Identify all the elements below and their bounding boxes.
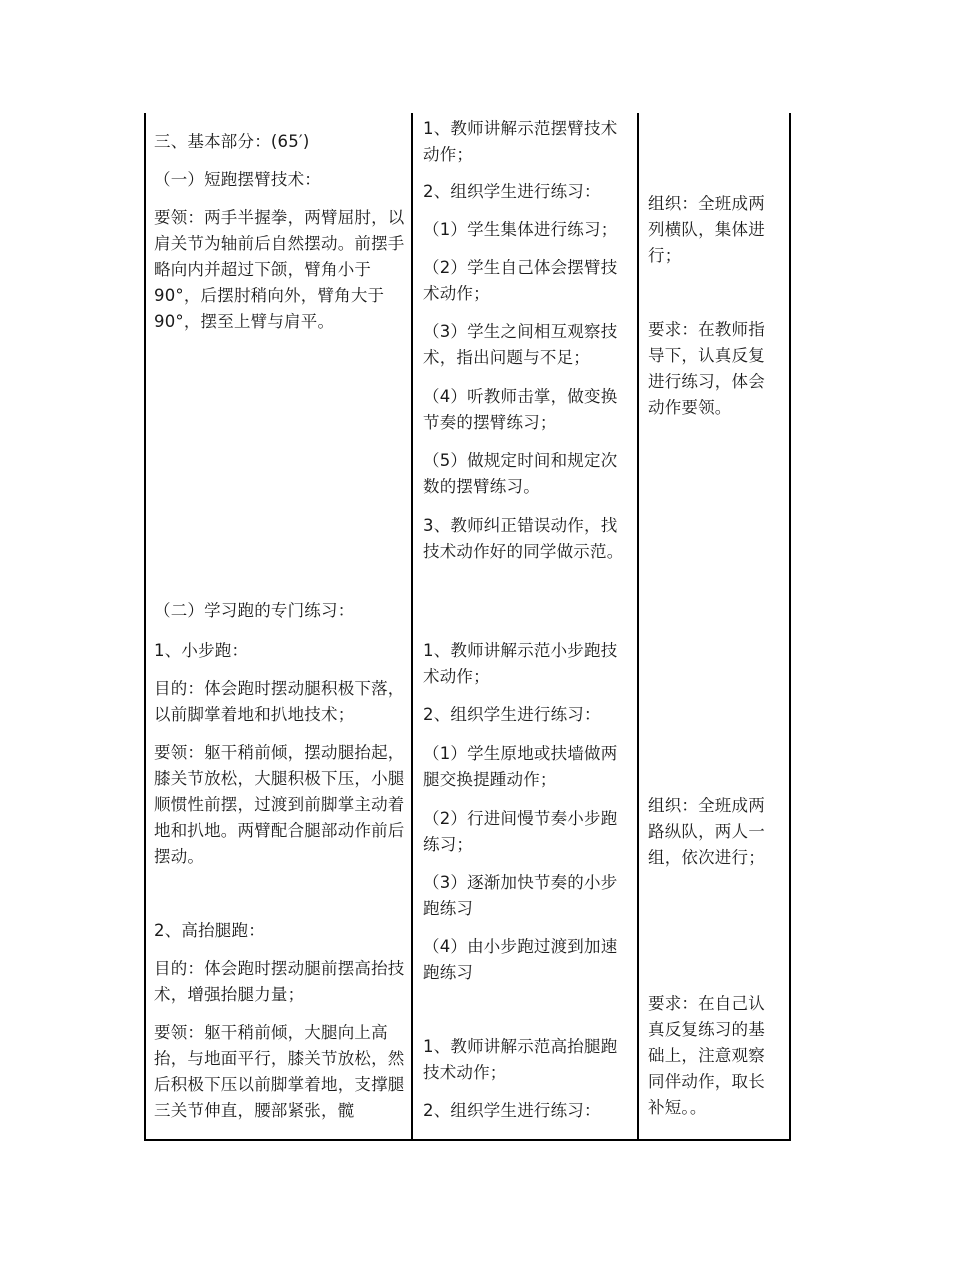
requirement-note: 要求：在自己认真反复练习的基础上，注意观察同伴动作，取长补短。。 [648,994,765,1117]
method-item: （2）学生自己体会摆臂技术动作； [423,258,618,303]
item-heading: 1、小步跑： [154,641,249,660]
method-item: 3、教师纠正错误动作，找技术动作好的同学做示范。 [423,516,624,561]
table-border-right [789,113,791,1141]
table-divider-1 [411,113,413,1141]
subsection-heading: （一）短跑摆臂技术： [154,170,321,189]
method-item: 1、教师讲解示范小步跑技术动作； [423,641,618,686]
method-item: （3）学生之间相互观察技术，指出问题与不足； [423,322,618,367]
table-divider-2 [637,113,639,1141]
method-item: （3）逐渐加快节奏的小步跑练习 [423,873,618,918]
section-heading: 三、基本部分：(65′) [154,132,310,151]
method-item: （1）学生集体进行练习； [423,220,618,239]
method-item: 1、教师讲解示范高抬腿跑技术动作； [423,1037,618,1082]
method-item: （5）做规定时间和规定次数的摆臂练习。 [423,451,618,496]
content-paragraph: 目的：体会跑时摆动腿积极下落，以前脚掌着地和扒地技术； [154,679,405,724]
method-item: 2、组织学生进行练习： [423,1101,601,1120]
subsection-heading: （二）学习跑的专门练习： [154,601,355,620]
method-item: （2）行进间慢节奏小步跑练习； [423,809,618,854]
organization-note: 组织：全班成两路纵队，两人一组，依次进行； [648,796,765,867]
content-paragraph: 目的：体会跑时摆动腿前摆高抬技术，增强抬腿力量； [154,959,405,1004]
content-paragraph: 要领：躯干稍前倾，摆动腿抬起，膝关节放松，大腿积极下压，小腿顺惯性前摆，过渡到前脚掌主动着地和扒地。两臂配合腿部动作前后摆动。 [154,743,405,866]
method-item: 1、教师讲解示范摆臂技术动作； [423,119,618,164]
content-paragraph: 要领：两手半握拳，两臂屈肘，以肩关节为轴前后自然摆动。前摆手略向内并超过下颌，臂角小于 90°，后摆肘稍向外，臂角大于 90°，摆至上臂与肩平。 [154,208,405,331]
content-paragraph: 要领：躯干稍前倾，大腿向上高抬，与地面平行，膝关节放松，然后积极下压以前脚掌着地，支撑腿三关节伸直，腰部紧张，髋 [154,1023,405,1120]
requirement-note: 要求：在教师指导下，认真反复进行练习，体会动作要领。 [648,320,765,417]
method-item: 2、组织学生进行练习： [423,182,601,201]
item-heading: 2、高抬腿跑： [154,921,265,940]
method-item: 2、组织学生进行练习： [423,705,601,724]
table-border-left [144,113,146,1141]
method-item: （4）听教师击掌，做变换节奏的摆臂练习； [423,387,618,432]
table-border-bottom [145,1139,791,1141]
method-item: （1）学生原地或扶墙做两腿交换提踵动作； [423,744,618,789]
organization-note: 组织：全班成两列横队，集体进行； [648,194,765,265]
method-item: （4）由小步跑过渡到加速跑练习 [423,937,618,982]
